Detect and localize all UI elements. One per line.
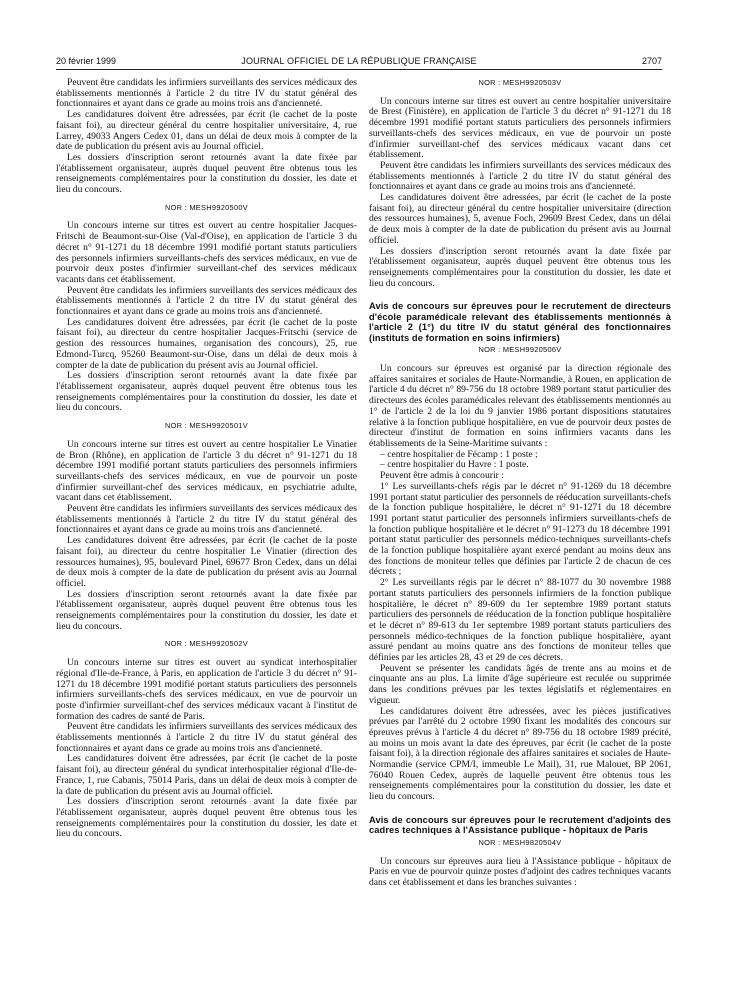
nor-reference: NOR : MESH9920506V (478, 345, 562, 355)
paragraph: Peuvent être candidats les infirmiers surveillants des services médicaux des établissements mentionnés à l'article 2 du titre IV du statut général des fonctionnaires et ayant dans ce grade au moins trois ans d'ancienneté. (56, 284, 357, 318)
nor-reference: NOR : MESH9820504V (478, 837, 562, 847)
header-page-number: 2707 (641, 56, 662, 66)
paragraph: Peuvent être candidats les infirmiers surveillants des services médicaux des établissements mentionnés à l'article 2 du titre IV du statut général des fonctionnaires et ayant dans ce grade au moins trois ans d'ancienneté. (56, 77, 357, 110)
left-column (56, 78, 357, 840)
paragraph: Les candidatures doivent être adressées, par écrit (le cachet de la poste faisant foi), au directeur du centre hospitalier Le Vinatier (direction des ressources humaines), 95, boulevard Pinel, 69677 Bron Cedex, dans un délai de deux mois à compter de la date de publication du présent avis au Journal officiel. (56, 535, 357, 589)
paragraph: Un concours sur épreuves est organisé par la direction régionale des affaires sanitaires et sociales de Haute-Normandie, à Rouen, en application de l'article 4 du décret n° 89-756 du 18 octobre 1989 portant statut particulier des directeurs des écoles paramédicales relevant des établissements mentionnés au 1° de l'article 2 de la loi du 9 janvier 1986 portant dispositions statutaires relative à la fonction publique hospitalière, en vue de pourvoir deux postes de directeur d'institut de formation en soins infirmiers vacants dans les établissements de la Seine-Maritime suivants : (369, 363, 671, 449)
paragraph: Un concours interne sur titres est ouvert au centre hospitalier universitaire de Brest (Finistère), en application de l'article 3 du décret n° 91-1271 du 18 décembre 1991 modifié portant statuts particuliers des personnels infirmiers surveillants-chefs des services médicaux, en vue de pourvoir un poste d'infirmier surveillant-chef des services médicaux vacant dans cet établissement. (369, 95, 671, 161)
header-date: 20 février 1999 (56, 56, 117, 66)
nor-reference: NOR : MESH9920503V (478, 78, 562, 87)
paragraph: Les candidatures doivent être adressées, par écrit (le cachet de la poste faisant foi), au directeur du centre hospitalier Jacques-Fritschi (service de gestion des ressources humaines, organisation des concours), 25, rue Edmond-Turcq, 95260 Beaumont-sur-Oise, dans un délai de deux mois à compter de la date de publication du présent avis au Journal officiel. (56, 316, 357, 371)
paragraph: Peuvent être candidats les infirmiers surveillants des services médicaux des établissements mentionnés à l'article 2 du titre IV du statut général des fonctionnaires et ayant dans ce grade au moins trois ans d'ancienneté. (56, 721, 357, 754)
right-column (369, 78, 671, 889)
paragraph: Un concours interne sur titres est ouvert au centre hospitalier Jacques-Fritschi de Beaumont-sur-Oise (Val-d'Oise), en application de l'article 3 du décret n° 91-1271 du 18 décembre 1991 modifié portant statuts particuliers des personnels infirmiers surveillants-chefs des services médicaux, en vue de pourvoir deux postes d'infirmier surveillant-chef des services médicaux vacants dans cet établissement. (56, 220, 357, 285)
list-item: – centre hospitalier du Havre : 1 poste. (380, 459, 529, 471)
nor-reference: NOR : MESH9920500V (164, 202, 249, 212)
paragraph: Les candidatures doivent être adressées, par écrit (le cachet de la poste faisant foi), au directeur général du syndicat interhospitalier régional d'Ile-de-France, 1, rue Cabanis, 75014 Paris, dans un délai de deux mois à compter de la date de publication du présent avis au Journal officiel. (56, 753, 357, 797)
section-title: Avis de concours sur épreuves pour le recrutement de directeurs d'école paramédicale relevant des établissements mentionnés à l'article 2 (1°) du titre IV du statut général des fonctionnaires (instituts de formation en soins infirmiers) (369, 301, 671, 343)
paragraph: Peuvent être candidats les infirmiers surveillants des services médicaux des établissements mentionnés à l'article 2 du titre IV du statut général des fonctionnaires et ayant dans ce grade au moins trois ans d'ancienneté. (369, 159, 671, 193)
paragraph: Les dossiers d'inscription seront retournés avant la date fixée par l'établissement organisateur, auprès duquel peuvent être obtenus tous les renseignements complémentaires pour la constitution du dossier, les date et lieu du concours. (56, 588, 357, 632)
nor-reference: NOR : MESH9920501V (164, 421, 249, 431)
page-header (56, 56, 662, 70)
section-title: Avis de concours sur épreuves pour le recrutement d'adjoints des cadres techniques à l'Assistance publique - hôpitaux de Paris (369, 814, 671, 836)
paragraph: Les candidatures doivent être adressées, par écrit (le cachet de la poste faisant foi), au directeur général du centre hospitalier universitaire (direction des ressources humaines), 5, avenue Foch, 29609 Brest Cedex, dans un délai de deux mois à compter de la date de publication du présent avis au Journal officiel. (369, 192, 671, 246)
paragraph: 2° Les surveillants régis par le décret n° 88-1077 du 30 novembre 1988 portant statuts particuliers des personnels infirmiers de la fonction publique hospitalière, le décret n° 89-609 du 1er septembre 1989 portant statuts particuliers des personnels de rééducation de la fonction publique hospitalière et le décret n° 89-613 du 1er septembre 1989 portant statuts particuliers des personnels médico-techniques de la fonction publique hospitalière, ayant assuré pendant au moins quatre ans des fonctions de moniteur telles que définies par les articles 28, 43 et 29 de ces décrets. (369, 577, 671, 664)
paragraph: Peuvent se présenter les candidats âgés de trente ans au moins et de cinquante ans au plus. La limite d'âge supérieure est reculée ou supprimée dans les conditions prévues par les textes législatifs et réglementaires en vigueur. (369, 662, 671, 706)
paragraph: Les candidatures doivent être adressées, par écrit (le cachet de la poste faisant foi), au directeur général du centre hospitalier universitaire, 4, rue Larrey, 49033 Angers Cedex 01, dans un délai de deux mois à compter de la date de publication du présent avis au Journal officiel. (56, 109, 357, 153)
list-item: – centre hospitalier de Fécamp : 1 poste ; (380, 448, 538, 460)
paragraph: Les dossiers d'inscription seront retournés avant la date fixée par l'établissement organisateur, auprès duquel peuvent être obtenus tous les renseignements complémentaires pour la constitution du dossier, les date et lieu du concours. (56, 370, 357, 414)
header-journal-title: JOURNAL OFFICIEL DE LA RÉPUBLIQUE FRANÇAISE (241, 56, 477, 66)
paragraph: Un concours interne sur titres est ouvert au centre hospitalier Le Vinatier de Bron (Rhône), en application de l'article 3 du décret n° 91-1271 du 18 décembre 1991 modifié portant statuts particuliers des personnels infirmiers surveillants-chefs des services médicaux, en vue de pourvoir un poste d'infirmier surveillant-chef des services médicaux, en psychiatrie adulte, vacant dans cet établissement. (56, 438, 357, 504)
paragraph: 1° Les surveillants-chefs régis par le décret n° 91-1269 du 18 décembre 1991 portant statut particulier des personnels de rééducation surveillants-chefs de la fonction publique hospitalière, le décret n° 91-1271 du 18 décembre 1991 portant statut particulier des personnels infirmiers surveillants-chefs de la fonction publique hospitalière et le décret n° 91-1273 du 18 décembre 1991 portant statut particulier des personnels médico-techniques surveillants-chefs de la fonction publique hospitalière ayant exercé pendant au moins deux ans des fonctions de moniteur telles que définies par l'article 2 de chacun de ces décrets ; (369, 480, 671, 578)
paragraph: Un concours sur épreuves aura lieu à l'Assistance publique - hôpitaux de Paris en vue de pourvoir quinze postes d'adjoint des cadres techniques vacants dans cet établissement et dans les branches suivantes : (369, 855, 671, 888)
paragraph: Les candidatures doivent être adressées, avec les pièces justificatives prévues par l'arrêté du 2 octobre 1990 fixant les modalités des concours sur épreuves prévus à l'article 4 du décret n° 89-756 du 18 octobre 1989 précité, au moins un mois avant la date des épreuves, par écrit (le cachet de la poste faisant foi), à la direction régionale des affaires sanitaires et sociales de Haute-Normandie (service CPM/I, immeuble Le Mail), 31, rue Malouet, BP 2061, 76040 Rouen Cedex, auprès de laquelle peuvent être obtenus tous les renseignements complémentaires pour la constitution du dossier, les date et lieu du concours. (369, 705, 671, 803)
header-rule (56, 69, 662, 70)
paragraph: Peuvent être admis à concourir : (380, 470, 504, 482)
paragraph: Peuvent être candidats les infirmiers surveillants des services médicaux des établissements mentionnés à l'article 2 du titre IV du statut général des fonctionnaires et ayant dans ce grade au moins trois ans d'ancienneté. (56, 503, 357, 536)
paragraph: Les dossiers d'inscription seront retournés avant la date fixée par l'établissement organisateur, auprès duquel peuvent être obtenus tous les renseignements complémentaires pour la constitution du dossier, les date et lieu du concours. (56, 796, 357, 840)
nor-reference: NOR : MESH9920502V (164, 639, 249, 649)
paragraph: Les dossiers d'inscription seront retournés avant la date fixée par l'établissement organisateur, auprès duquel peuvent être obtenus tous les renseignements complémentaires pour la constitution du dossier, les date et lieu du concours. (369, 245, 671, 289)
paragraph: Un concours interne sur titres est ouvert au syndicat interhospitalier régional d'Ile-de-France, à Paris, en application de l'article 3 du décret n° 91-1271 du 18 décembre 1991 modifié portant statuts particuliers des personnels infirmiers surveillants-chefs des services médicaux, en vue de pourvoir un poste d'infirmier surveillant-chef des services médicaux vacant à l'institut de formation des cadres de santé de Paris. (56, 657, 357, 722)
paragraph: Les dossiers d'inscription seront retournés avant la date fixée par l'établissement organisateur, auprès duquel peuvent être obtenus tous les renseignements complémentaires pour la constitution du dossier, les date et lieu du concours. (56, 151, 357, 196)
